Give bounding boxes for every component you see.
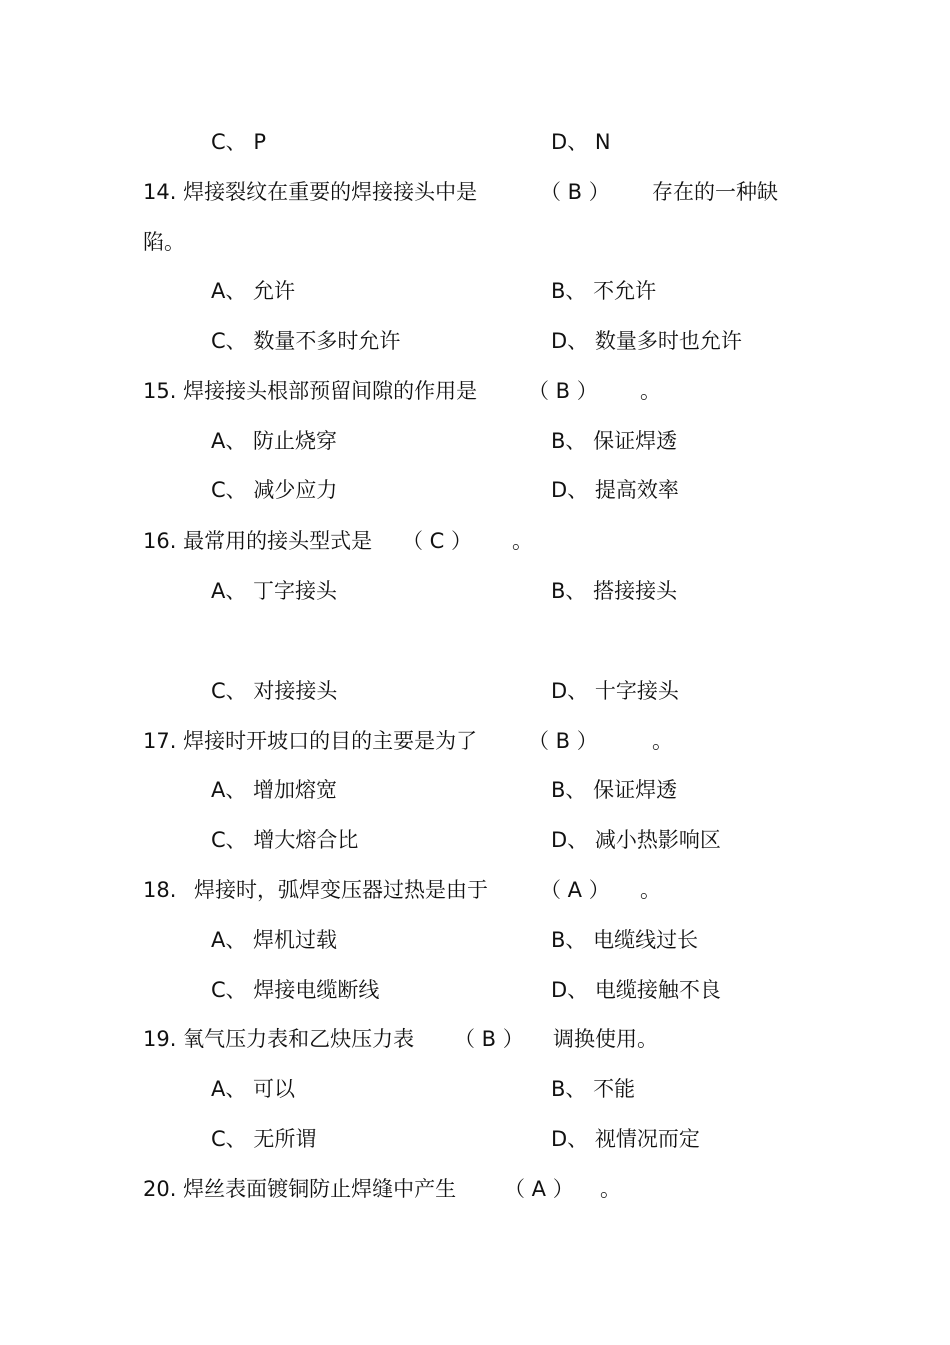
q15-option-b: B、 保证焊透 [551, 429, 678, 453]
q20-stem: 20. 焊丝表面镀铜防止焊缝中产生 [143, 1177, 457, 1201]
q14-option-d: D、 数量多时也允许 [551, 329, 742, 353]
q13-option-c: C、 P [211, 130, 267, 154]
q15-option-c: C、 减少应力 [211, 478, 338, 502]
q14-stem-continued: 陷。 [143, 230, 185, 254]
q17-option-b: B、 保证焊透 [551, 778, 678, 802]
q20-end: 。 [600, 1177, 621, 1201]
q18-answer: （ A ） [540, 878, 610, 902]
q14-stem-tail: 存在的一种缺 [652, 180, 778, 204]
q15-answer: （ B ） [528, 379, 598, 403]
q18-stem: 焊接时，弧焊变压器过热是由于 [194, 878, 488, 902]
q18-option-b: B、 电缆线过长 [551, 928, 699, 952]
q14-option-b: B、 不允许 [551, 279, 657, 303]
q16-option-a: A、 丁字接头 [211, 579, 338, 603]
q14-stem: 14. 焊接裂纹在重要的焊接接头中是 [143, 180, 478, 204]
q15-option-d: D、 提高效率 [551, 478, 679, 502]
q18-end: 。 [640, 878, 661, 902]
q15-option-a: A、 防止烧穿 [211, 429, 338, 453]
q14-option-c: C、 数量不多时允许 [211, 329, 401, 353]
q19-option-c: C、 无所谓 [211, 1127, 317, 1151]
q19-option-b: B、 不能 [551, 1077, 636, 1101]
q18-option-a: A、 焊机过载 [211, 928, 338, 952]
q16-answer: （ C ） [402, 529, 473, 553]
q18-option-d: D、 电缆接触不良 [551, 978, 721, 1002]
q16-option-b: B、 搭接接头 [551, 579, 678, 603]
q17-option-d: D、 减小热影响区 [551, 828, 721, 852]
q13-option-d: D、 N [551, 130, 611, 154]
q19-option-a: A、 可以 [211, 1077, 296, 1101]
q19-stem-tail: 调换使用。 [553, 1027, 658, 1051]
q18-option-c: C、 焊接电缆断线 [211, 978, 380, 1002]
q19-answer: （ B ） [454, 1027, 524, 1051]
q17-answer: （ B ） [528, 729, 598, 753]
q15-end: 。 [640, 379, 661, 403]
q15-stem: 15. 焊接接头根部预留间隙的作用是 [143, 379, 478, 403]
q16-option-d: D、 十字接头 [551, 679, 679, 703]
q16-option-c: C、 对接接头 [211, 679, 338, 703]
q17-option-c: C、 增大熔合比 [211, 828, 359, 852]
q18-number: 18. [143, 878, 177, 902]
q17-option-a: A、 增加熔宽 [211, 778, 338, 802]
q17-stem: 17. 焊接时开坡口的目的主要是为了 [143, 729, 478, 753]
q19-option-d: D、 视情况而定 [551, 1127, 700, 1151]
q17-end: 。 [652, 729, 673, 753]
q19-stem: 19. 氧气压力表和乙炔压力表 [143, 1027, 415, 1051]
q16-stem: 16. 最常用的接头型式是 [143, 529, 373, 553]
q20-answer: （ A ） [504, 1177, 574, 1201]
q14-option-a: A、 允许 [211, 279, 296, 303]
q16-end: 。 [512, 529, 533, 553]
q14-answer: （ B ） [540, 180, 610, 204]
